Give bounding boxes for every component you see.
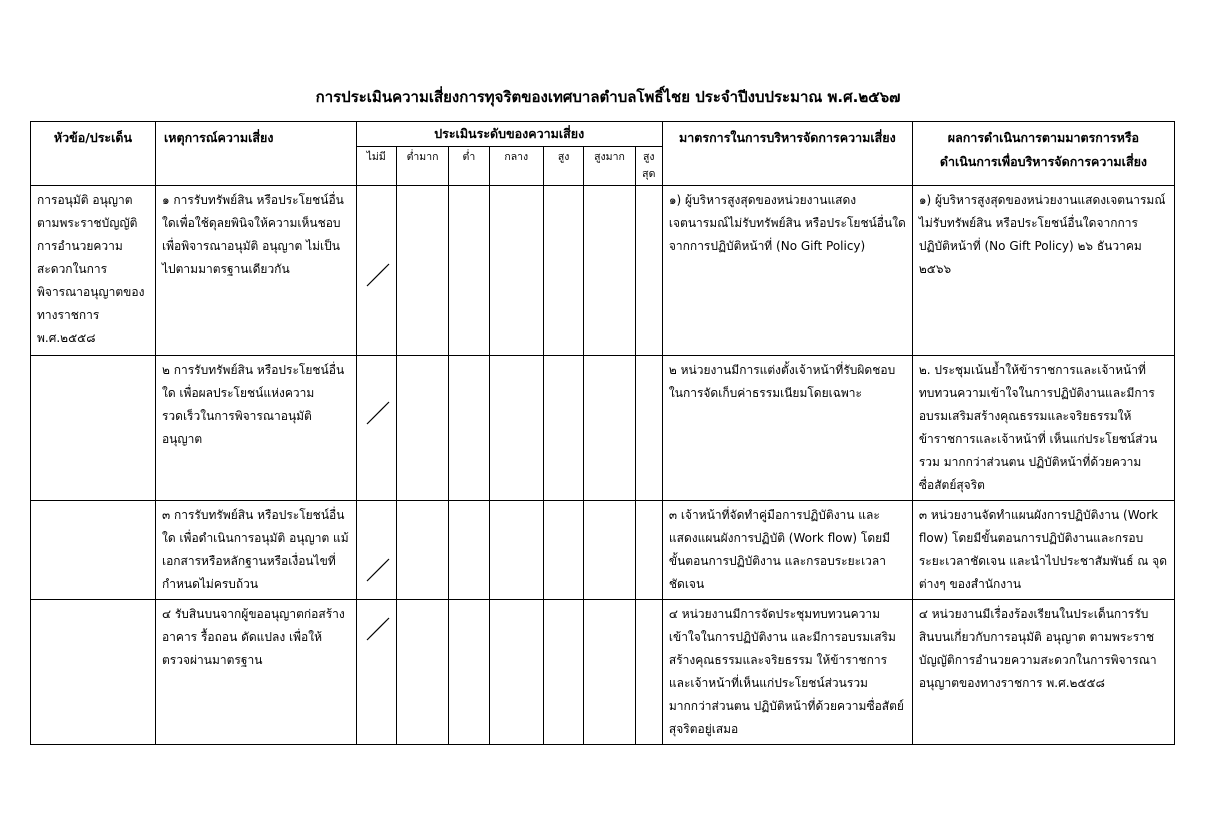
- row-result: ๔ หน่วยงานมีเรื่องร้องเรียนในประเด็นการรับสินบนเกี่ยวกับการอนุมัติ อนุญาต ตามพระราชบัญญัติการอำนวยความสะดวกในการพิจารณาอนุญาตของทางราชการ พ.ศ.๒๕๕๘: [912, 600, 1174, 745]
- slash-mark-icon: [365, 400, 391, 426]
- level-high: สูง: [543, 147, 583, 186]
- level-cell-none: [356, 501, 396, 600]
- row-result: ๓ หน่วยงานจัดทำแผนผังการปฏิบัติงาน (Work flow) โดยมีขั้นตอนการปฏิบัติงานและกรอบระยะเวลาชัดเจน และนำไปประชาสัมพันธ์ ณ จุดต่างๆ ของสำนักงาน: [912, 501, 1174, 600]
- level-very-high: สูงมาก: [584, 147, 635, 186]
- level-medium: กลาง: [489, 147, 543, 186]
- row-topic: [31, 501, 156, 600]
- level-cell: [449, 356, 489, 501]
- row-event: ๓ การรับทรัพย์สิน หรือประโยชน์อื่นใด เพื่อดำเนินการอนุมัติ อนุญาต แม้เอกสารหรือหลักฐานหรือเงื่อนไขที่กำหนดไม่ครบถ้วน: [155, 501, 356, 600]
- row-measure: ๒ หน่วยงานมีการแต่งตั้งเจ้าหน้าที่รับผิดชอบในการจัดเก็บค่าธรรมเนียมโดยเฉพาะ: [662, 356, 912, 501]
- page-title: การประเมินความเสี่ยงการทุจริตของเทศบาลตำบลโพธิ์ไชย ประจำปีงบประมาณ พ.ศ.๒๕๖๗: [315, 88, 901, 106]
- level-cell: [543, 501, 583, 600]
- level-cell: [449, 600, 489, 745]
- row-topic: [31, 356, 156, 501]
- level-cell: [449, 186, 489, 356]
- level-cell: [489, 186, 543, 356]
- level-cell: [584, 600, 635, 745]
- header-measures: มาตรการในการบริหารจัดการความเสี่ยง: [662, 122, 912, 186]
- risk-assessment-table: [30, 121, 1175, 745]
- level-cell: [543, 356, 583, 501]
- level-cell: [543, 600, 583, 745]
- level-cell: [635, 600, 662, 745]
- level-cell-none: [356, 186, 396, 356]
- header-results: [912, 122, 1174, 186]
- table-row: [31, 501, 1175, 600]
- level-cell: [584, 501, 635, 600]
- row-topic: การอนุมัติ อนุญาต ตามพระราชบัญญัติการอำนวยความสะดวกในการพิจารณาอนุญาตของทางราชการ พ.ศ.๒๕๕๘: [31, 186, 156, 356]
- table-row: [31, 356, 1175, 501]
- slash-mark-icon: [365, 616, 391, 642]
- level-cell: [584, 186, 635, 356]
- level-cell-none: [356, 600, 396, 745]
- level-very-low: ต่ำมาก: [396, 147, 448, 186]
- row-result: ๑) ผู้บริหารสูงสุดของหน่วยงานแสดงเจตนารมณ์ไม่รับทรัพย์สิน หรือประโยชน์อื่นใดจากการปฏิบัติหน้าที่ (No Gift Policy) ๒๖ ธันวาคม ๒๕๖๖: [912, 186, 1174, 356]
- level-cell: [396, 186, 448, 356]
- header-row: [31, 122, 1175, 147]
- row-event: ๒ การรับทรัพย์สิน หรือประโยชน์อื่นใด เพื่อผลประโยชน์แห่งความรวดเร็วในการพิจารณาอนุมัติ อนุญาต: [155, 356, 356, 501]
- header-event: เหตุการณ์ความเสี่ยง: [155, 122, 356, 186]
- table-row: [31, 186, 1175, 356]
- level-highest: สูง สุด: [635, 147, 662, 186]
- row-topic: [31, 600, 156, 745]
- level-cell: [489, 600, 543, 745]
- header-topic: หัวข้อ/ประเด็น: [31, 122, 156, 186]
- level-cell: [489, 356, 543, 501]
- row-measure: ๑) ผู้บริหารสูงสุดของหน่วยงานแสดงเจตนารมณ์ไม่รับทรัพย์สิน หรือประโยชน์อื่นใดจากการปฏิบัติหน้าที่ (No Gift Policy): [662, 186, 912, 356]
- table-row: [31, 600, 1175, 745]
- row-event: ๑ การรับทรัพย์สิน หรือประโยชน์อื่นใดเพื่อใช้ดุลยพินิจให้ความเห็นชอบเพื่อพิจารณาอนุมัติ อนุญาต ไม่เป็นไปตามมาตรฐานเดียวกัน: [155, 186, 356, 356]
- level-cell: [543, 186, 583, 356]
- header-results-line2: ดำเนินการเพื่อบริหารจัดการความเสี่ยง: [939, 154, 1147, 169]
- level-cell: [396, 501, 448, 600]
- header-results-line1: ผลการดำเนินการตามมาตรการหรือ: [947, 130, 1140, 145]
- level-none: ไม่มี: [356, 147, 396, 186]
- level-cell: [635, 186, 662, 356]
- level-cell: [584, 356, 635, 501]
- row-result: ๒. ประชุมเน้นย้ำให้ข้าราชการและเจ้าหน้าที่ทบทวนความเข้าใจในการปฏิบัติงานและมีการอบรมเสริมสร้างคุณธรรมและจริยธรรมให้ข้าราชการและเจ้าหน้าที่ เห็นแก่ประโยชน์ส่วนรวม มากกว่าส่วนตน ปฏิบัติหน้าที่ด้วยความซื่อสัตย์สุจริต: [912, 356, 1174, 501]
- header-assessment: ประเมินระดับของความเสี่ยง: [356, 122, 662, 147]
- level-cell: [449, 501, 489, 600]
- level-cell: [635, 356, 662, 501]
- level-cell: [635, 501, 662, 600]
- slash-mark-icon: [365, 557, 391, 583]
- level-low: ต่ำ: [449, 147, 489, 186]
- level-cell: [396, 356, 448, 501]
- row-measure: ๓ เจ้าหน้าที่จัดทำคู่มือการปฏิบัติงาน และแสดงแผนผังการปฏิบัติ (Work flow) โดยมีขั้นตอนการปฏิบัติงาน และกรอบระยะเวลาชัดเจน: [662, 501, 912, 600]
- level-cell: [396, 600, 448, 745]
- level-cell: [489, 501, 543, 600]
- row-measure: ๔ หน่วยงานมีการจัดประชุมทบทวนความเข้าใจในการปฏิบัติงาน และมีการอบรมเสริมสร้างคุณธรรมและจริยธรรม ให้ข้าราชการและเจ้าหน้าที่เห็นแก่ประโยชน์ส่วนรวมมากกว่าส่วนตน ปฏิบัติหน้าที่ด้วยความซื่อสัตย์สุจริตอยู่เสมอ: [662, 600, 912, 745]
- slash-mark-icon: [365, 262, 391, 288]
- row-event: ๔ รับสินบนจากผู้ขออนุญาตก่อสร้างอาคาร รื้อถอน ดัดแปลง เพื่อให้ตรวจผ่านมาตรฐาน: [155, 600, 356, 745]
- level-cell-none: [356, 356, 396, 501]
